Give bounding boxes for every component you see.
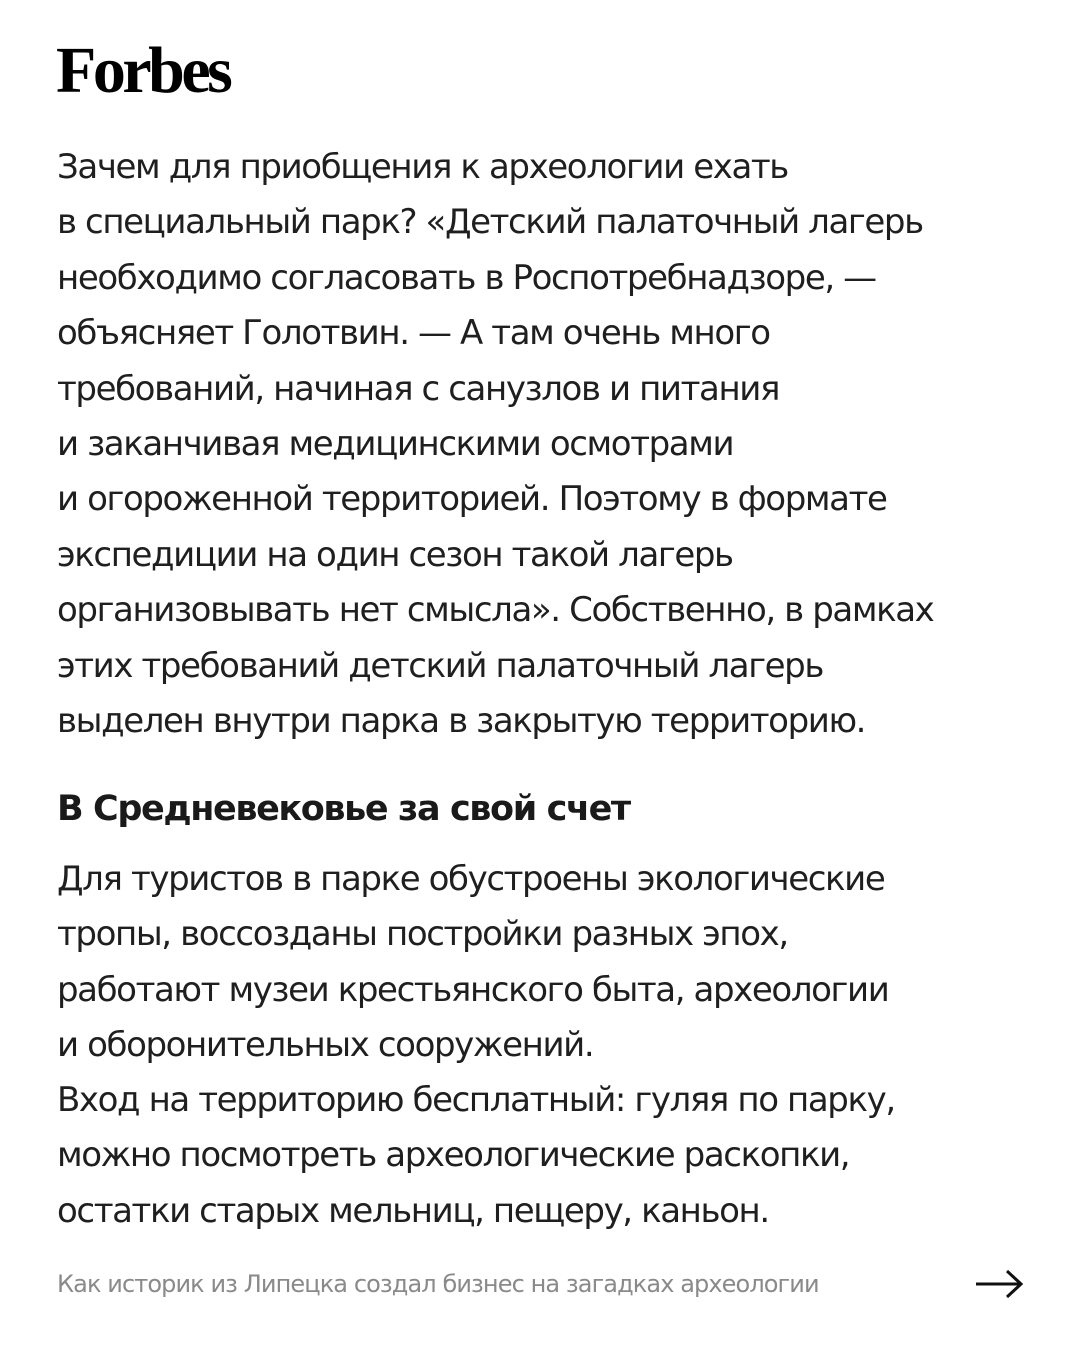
related-article-link[interactable]: Как историк из Липецка создал бизнес на загадках археологии bbox=[57, 1270, 819, 1298]
paragraph-line: и огороженной территорией. Поэтому в формате bbox=[57, 479, 887, 520]
paragraph-line: требований, начиная с санузлов и питания bbox=[57, 368, 780, 409]
paragraph-line: и оборонительных сооружений. bbox=[57, 1024, 594, 1065]
paragraph-line: Зачем для приобщения к археологии ехать bbox=[57, 147, 788, 187]
paragraph-line: остатки старых мельниц, пещеру, каньон. bbox=[57, 1190, 769, 1231]
paragraph-line: Для туристов в парке обустроены экологические bbox=[57, 859, 885, 899]
article-paragraph bbox=[57, 140, 933, 749]
paragraph-line: тропы, воссозданы постройки разных эпох, bbox=[57, 914, 788, 955]
paragraph-line: этих требований детский палаточный лагерь bbox=[57, 645, 824, 686]
forbes-logo: Forbes bbox=[56, 34, 230, 107]
paragraph-line: и заканчивая медицинскими осмотрами bbox=[57, 424, 734, 465]
paragraph-line: необходимо согласовать в Роспотребнадзоре, — bbox=[57, 257, 876, 298]
paragraph-line: выделен внутри парка в закрытую территорию. bbox=[57, 701, 866, 742]
paragraph-line: Вход на территорию бесплатный: гуляя по парку, bbox=[57, 1080, 895, 1121]
arrow-right-icon[interactable] bbox=[973, 1266, 1025, 1302]
paragraph-line: экспедиции на один сезон такой лагерь bbox=[57, 534, 733, 575]
article-paragraph bbox=[57, 852, 895, 1239]
paragraph-line: организовывать нет смысла». Собственно, в рамках bbox=[57, 590, 934, 631]
paragraph-line: в специальный парк? «Детский палаточный лагерь bbox=[57, 202, 923, 243]
paragraph-line: работают музеи крестьянского быта, археологии bbox=[57, 969, 889, 1010]
article-footer bbox=[0, 1258, 1080, 1310]
paragraph-line: объясняет Голотвин. — А там очень много bbox=[57, 313, 770, 354]
section-heading: В Средневековье за свой счет bbox=[57, 789, 630, 829]
paragraph-line: можно посмотреть археологические раскопки, bbox=[57, 1135, 850, 1176]
